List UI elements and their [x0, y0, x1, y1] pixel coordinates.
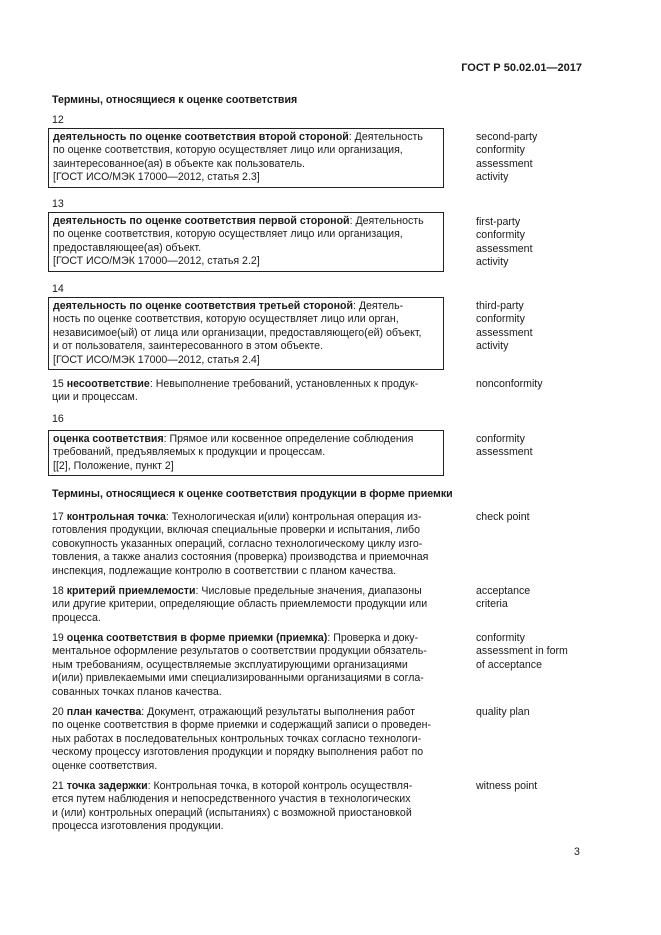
definition-text: и (или) контрольных операций (испытаниях) с возможной приостановкой	[52, 806, 412, 819]
term-number: 19	[52, 632, 64, 644]
definition-text: готовления продукции, включая специальные проверки и испытания, либо	[52, 524, 420, 537]
term-entry	[52, 378, 444, 405]
definition-text: оценке соответствия.	[52, 759, 158, 772]
definition-text: : Деятель-	[352, 300, 404, 312]
section-title: Термины, относящиеся к оценке соответствия	[52, 94, 298, 106]
definition-text: : Деятельность	[349, 215, 424, 227]
definition-text: ным требованиям, осуществляемые эксплуатирующими организациями	[52, 658, 408, 671]
definition-text: предоставляющее(ая) объект.	[53, 241, 202, 254]
term-number: 14	[52, 283, 64, 295]
definition-text: : Технологическая и(или) контрольная операция из-	[165, 511, 422, 523]
term-entry	[52, 780, 444, 834]
definition-text: процесса изготовления продукции.	[52, 820, 224, 833]
term-number: 13	[52, 198, 64, 210]
definition-text: по оценке соответствия, которую осуществляет лицо или организация,	[53, 144, 403, 157]
term-entry	[52, 511, 444, 578]
term-name: деятельность по оценке соответствия первой стороной	[53, 215, 350, 227]
definition-text: : Прямое или косвенное определение соблюдения	[163, 433, 414, 445]
term-name: деятельность по оценке соответствия третьей стороной	[53, 300, 353, 312]
definition-text: требований, предъявляемых к продукции и процессам.	[53, 446, 326, 459]
english-equivalent: second-party conformity assessment activity	[476, 131, 538, 184]
english-equivalent: conformity assessment in form of acceptance	[476, 632, 568, 671]
document-code: ГОСТ Р 50.02.01—2017	[461, 62, 582, 74]
english-equivalent: conformity assessment	[476, 433, 533, 459]
definition-text: ность по оценке соответствия, которую осуществляет лицо или орган,	[53, 313, 399, 326]
definition-text: : Деятельность	[348, 131, 423, 143]
page-number: 3	[574, 846, 580, 858]
definition-text: ции и процессам.	[52, 391, 138, 404]
english-equivalent: quality plan	[476, 706, 530, 718]
english-equivalent: witness point	[476, 780, 538, 792]
english-equivalent: first-party conformity assessment activity	[476, 216, 533, 269]
term-definition-box	[48, 212, 444, 272]
english-equivalent: third-party conformity assessment activity	[476, 300, 533, 353]
english-equivalent: nonconformity	[476, 378, 543, 390]
section-title: Термины, относящиеся к оценке соответствия продукции в форме приемки	[52, 488, 453, 500]
term-entry	[52, 632, 444, 699]
definition-text: сованных точках планов качества.	[52, 685, 222, 698]
definition-text: ментальное оформление результатов о соответствии продукции обязатель-	[52, 645, 427, 658]
term-number: 17	[52, 511, 64, 523]
definition-text: независимое(ый) от лица или организации, предоставляющего(ей) объект,	[53, 326, 422, 339]
term-definition-box	[48, 128, 444, 188]
definition-text: ется путем наблюдения и непосредственного участия в технологических	[52, 793, 411, 806]
source-reference: [ГОСТ ИСО/МЭК 17000—2012, статья 2.4]	[53, 353, 260, 366]
definition-text: : Проверка и доку-	[327, 632, 419, 644]
term-name: точка задержки	[66, 780, 148, 792]
source-reference: [ГОСТ ИСО/МЭК 17000—2012, статья 2.3]	[53, 171, 260, 184]
definition-text: товления, а также анализ состояния (проверка) производства и приемочная	[52, 551, 429, 564]
term-entry	[52, 585, 444, 625]
definition-text: : Невыполнение требований, установленных к продук-	[149, 378, 419, 390]
term-entry	[52, 706, 444, 773]
definition-text: процесса.	[52, 611, 101, 624]
term-number: 18	[52, 585, 64, 597]
definition-text: совокупность указанных операций, согласно технологическому циклу изго-	[52, 537, 423, 550]
definition-text: и от пользователя, заинтересованного в этом объекте.	[53, 340, 324, 353]
definition-text: по оценке соответствия в форме приемки и содержащий записи о проведен-	[52, 719, 432, 732]
term-name: план качества	[66, 706, 142, 718]
term-name: оценка соответствия	[53, 433, 164, 445]
term-name: несоответствие	[66, 378, 150, 390]
definition-text: инспекция, подлежащие контролю в соответствии с планом качества.	[52, 564, 397, 577]
definition-text: ных работах в последовательных контрольных точках согласно технологи-	[52, 732, 422, 745]
definition-text: или другие критерии, определяющие область приемлемости продукции или	[52, 598, 428, 611]
term-definition-box	[48, 297, 444, 370]
definition-text: : Документ, отражающий результаты выполнения работ	[141, 706, 415, 718]
definition-text: по оценке соответствия, которую осуществляет лицо или организация,	[53, 228, 403, 241]
english-equivalent: acceptance criteria	[476, 585, 531, 611]
source-reference: [[2], Положение, пункт 2]	[53, 459, 174, 472]
definition-text: и(или) привлекаемыми ими специализированными организациями в согла-	[52, 672, 424, 685]
definition-text: : Контрольная точка, в которой контроль осуществля-	[147, 780, 413, 792]
definition-text: ческому процессу изготовления продукции и порядку выполнения работ по	[52, 746, 424, 759]
term-name: критерий приемлемости	[66, 585, 196, 597]
term-number: 15	[52, 378, 64, 390]
definition-text: : Числовые предельные значения, диапазоны	[195, 585, 422, 597]
term-name: деятельность по оценке соответствия второй стороной	[53, 131, 349, 143]
term-number: 12	[52, 114, 64, 126]
term-number: 16	[52, 413, 64, 425]
term-number: 21	[52, 780, 64, 792]
definition-text: заинтересованное(ая) в объекте как пользователь.	[53, 157, 305, 170]
term-name: контрольная точка	[66, 511, 166, 523]
term-definition-box	[48, 430, 444, 476]
term-name: оценка соответствия в форме приемки (приемка)	[66, 632, 328, 644]
english-equivalent: check point	[476, 511, 530, 523]
source-reference: [ГОСТ ИСО/МЭК 17000—2012, статья 2.2]	[53, 255, 260, 268]
term-number: 20	[52, 706, 64, 718]
